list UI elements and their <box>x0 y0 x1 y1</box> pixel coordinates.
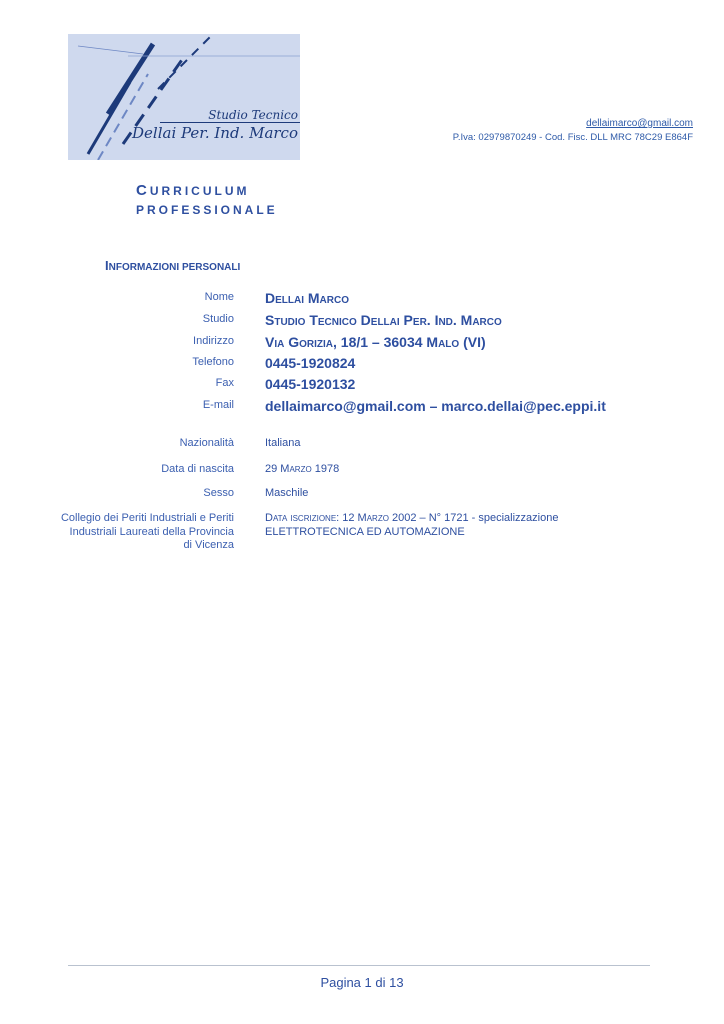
logo-studio-text: Studio Tecnico <box>208 108 298 122</box>
nome-value: Dellai Marco <box>265 290 349 306</box>
page-number: Pagina 1 di 13 <box>320 975 404 990</box>
studio-logo <box>68 34 300 160</box>
fax-label: Fax <box>215 377 234 389</box>
collegio-value: Data iscrizione: 12 Marzo 2002 – N° 1721 - specializzazione ELETTROTECNICA ED AUTOMAZIONE <box>265 512 559 538</box>
header-vat-line: P.Iva: 02979870249 - Cod. Fisc. DLL MRC 78C29 E864F <box>452 132 693 143</box>
logo-name-text: Dellai Per. Ind. Marco <box>132 124 298 142</box>
telefono-value: 0445-1920824 <box>265 355 356 371</box>
email-label: E-mail <box>202 399 234 411</box>
document-title-line1: CURRICULUM <box>136 182 250 199</box>
studio-value: Studio Tecnico Dellai Per. Ind. Marco <box>265 312 502 328</box>
nascita-value: 29 Marzo 1978 <box>265 463 340 475</box>
collegio-label: Collegio dei Periti Industriali e Periti Industriali Laureati della Provincia di Vicenza <box>60 512 234 551</box>
sesso-value: Maschile <box>265 487 309 499</box>
sesso-label: Sesso <box>203 487 234 499</box>
studio-label: Studio <box>202 313 234 325</box>
logo-divider <box>160 122 300 123</box>
nascita-label: Data di nascita <box>161 463 234 475</box>
telefono-label: Telefono <box>192 356 234 368</box>
section-heading-personal-info: INFORMAZIONI PERSONALI <box>105 258 241 273</box>
nazionalita-value: Italiana <box>265 437 301 449</box>
indirizzo-label: Indirizzo <box>193 335 234 347</box>
nome-label: Nome <box>204 291 234 303</box>
fax-value: 0445-1920132 <box>265 376 356 392</box>
indirizzo-value: Via Gorizia, 18/1 – 36034 Malo (VI) <box>265 334 486 350</box>
email-value[interactable]: dellaimarco@gmail.com – marco.dellai@pec.eppi.it <box>265 398 606 414</box>
nazionalita-label: Nazionalità <box>179 437 234 449</box>
footer-divider <box>68 965 650 966</box>
header-email-link[interactable]: dellaimarco@gmail.com <box>586 118 693 129</box>
document-title-line2: PROFESSIONALE <box>136 203 278 217</box>
